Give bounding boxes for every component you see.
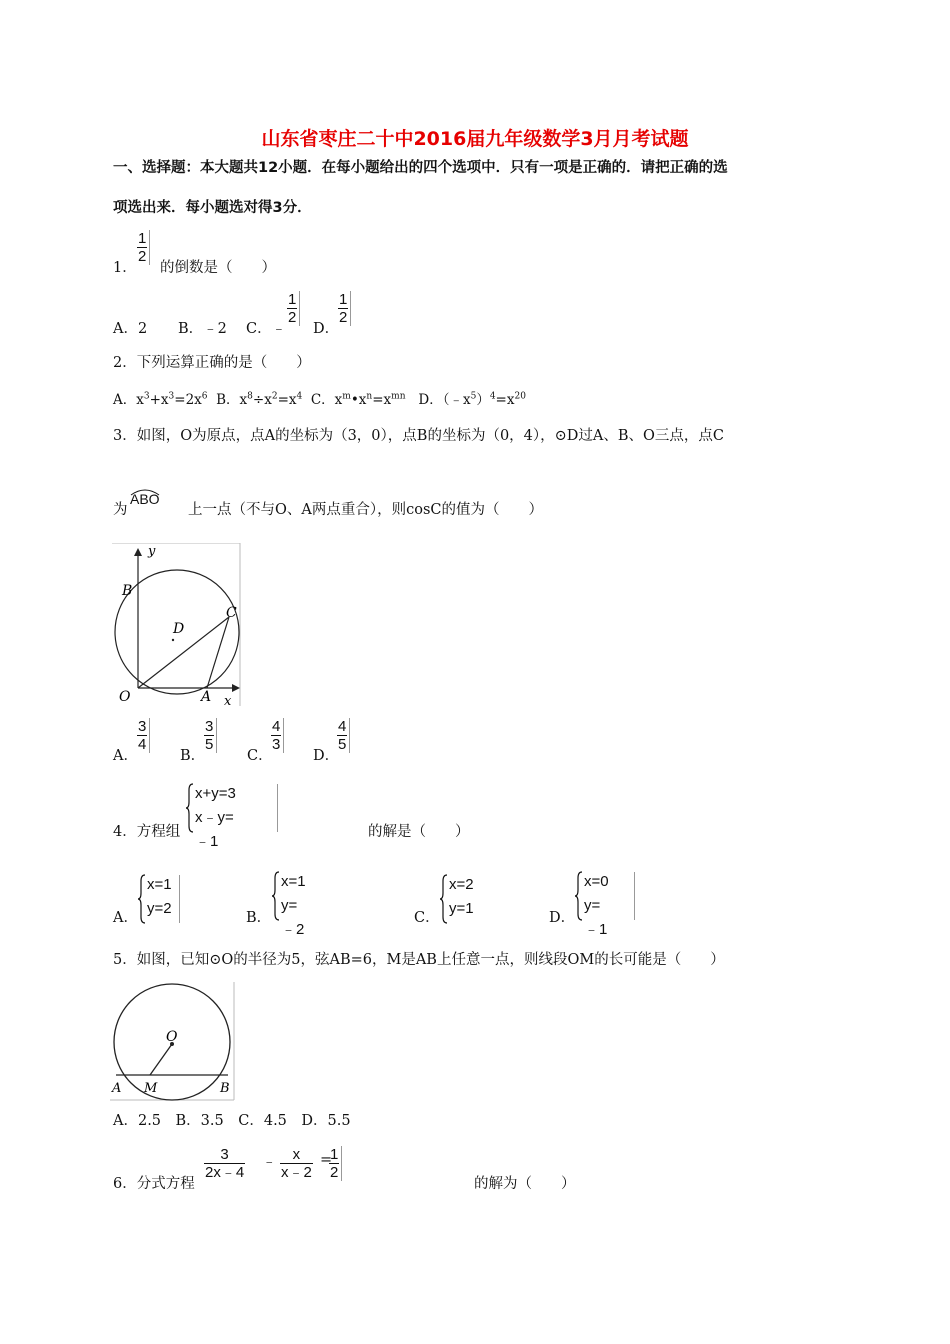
opt-line: x=2 <box>449 876 474 893</box>
q3-arc-label <box>130 491 160 507</box>
document-title: 山东省枣庄二十中2016届九年级数学3月月考试题 <box>261 128 689 150</box>
q4-option-c: C． <box>414 910 440 926</box>
q3-option-a: A． <box>113 748 138 764</box>
frac-den: 5 <box>205 736 214 753</box>
opt-line: y=1 <box>449 900 474 917</box>
q3-question-prefix: 为 <box>113 502 128 518</box>
label-y: y <box>148 544 156 559</box>
arc-label-text: ABO <box>130 491 160 507</box>
q1-number: 1． <box>113 260 137 276</box>
frac-num: 3 <box>205 718 214 735</box>
exp: 2 <box>271 391 278 402</box>
section-heading-line2: 项选出来．每小题选对得3分． <box>113 200 312 216</box>
q6-minus: ﹣ <box>262 1154 277 1170</box>
q4-eq1: x+y=3 <box>195 785 236 802</box>
label-o: O <box>166 1029 178 1045</box>
q3-figure <box>112 543 242 708</box>
t: ） <box>476 392 490 408</box>
frac-num: 4 <box>338 718 347 735</box>
frac-den: 3 <box>272 736 281 753</box>
q4-option-a: A． <box>113 910 138 926</box>
opt-line: y=﹣1 <box>584 897 608 938</box>
frac-num: 1 <box>288 291 297 308</box>
label-c: C <box>226 605 237 621</box>
exp: 4 <box>296 391 303 402</box>
y-axis-arrow-icon <box>134 548 142 556</box>
arc-symbol-icon <box>130 488 160 496</box>
q1-option-c-fraction <box>287 291 300 326</box>
q3-option-c: C． <box>247 748 273 764</box>
label-m: M <box>144 1081 158 1096</box>
q6-fraction-2 <box>280 1146 313 1181</box>
q2-option-b <box>212 392 302 408</box>
frac-num: 1 <box>330 1146 339 1163</box>
exp: n <box>366 391 373 402</box>
exp: 5 <box>470 391 477 402</box>
q6-equals: = <box>320 1152 333 1168</box>
q6-suffix: 的解为（ ） <box>474 1176 576 1192</box>
t: D．（﹣x <box>418 392 471 408</box>
q4-eq2: x﹣y=﹣1 <box>195 809 234 850</box>
q1-frac-den: 2 <box>138 248 147 265</box>
t: A．x <box>113 392 144 408</box>
label-b: B <box>122 583 133 599</box>
frac-den: 4 <box>138 736 147 753</box>
q3-question-suffix: 上一点（不与O、A两点重合），则cosC的值为（ ） <box>188 502 543 518</box>
exp: 3 <box>143 391 150 402</box>
t: =x <box>495 392 515 408</box>
exp: 3 <box>168 391 175 402</box>
q4-option-b: B． <box>246 910 272 926</box>
label-o: O <box>119 689 131 705</box>
t: =x <box>277 392 297 408</box>
q2-option-c <box>307 392 406 408</box>
frac-den: 2 <box>330 1164 339 1181</box>
frac-num: x <box>292 1146 301 1163</box>
q1-option-b: B．﹣2 <box>178 321 227 337</box>
q6-prefix: 6．分式方程 <box>113 1176 195 1192</box>
label-b: B <box>220 1081 230 1096</box>
brace-icon <box>574 870 584 922</box>
center-point <box>172 639 174 641</box>
frac-den: 2x﹣4 <box>205 1164 245 1181</box>
q6-fraction-3 <box>329 1146 342 1181</box>
exp: 4 <box>489 391 496 402</box>
t: •x <box>350 392 367 408</box>
q2-options <box>113 388 526 408</box>
x-axis-arrow-icon <box>232 684 240 692</box>
segment-ac <box>207 617 229 688</box>
t: =2x <box>174 392 202 408</box>
q1-option-d-fraction <box>338 291 351 326</box>
opt-line: x=0 <box>584 873 609 890</box>
q3-option-b-fraction <box>204 718 217 753</box>
t: ÷x <box>252 392 272 408</box>
label-x: x <box>224 694 232 708</box>
opt-line: y=2 <box>147 900 172 917</box>
q1-question: 的倒数是（ ） <box>160 260 276 276</box>
q4-suffix: 的解是（ ） <box>368 824 470 840</box>
exp: mn <box>391 391 406 402</box>
q1-option-d: D． <box>313 321 340 337</box>
exp: m <box>342 391 351 402</box>
q3-option-d: D． <box>313 748 340 764</box>
q5-options: A．2.5 B．3.5 C．4.5 D．5.5 <box>113 1113 351 1129</box>
label-a: A <box>201 689 212 705</box>
q1-frac-num: 1 <box>138 230 147 247</box>
brace-icon <box>185 782 195 834</box>
frac-num: 1 <box>339 291 348 308</box>
t: =x <box>372 392 392 408</box>
opt-line: y=﹣2 <box>281 897 305 938</box>
q1-option-c: C．﹣ <box>246 321 287 337</box>
t: C．x <box>310 392 343 408</box>
q3-option-a-fraction <box>137 718 150 753</box>
q3-option-d-fraction <box>337 718 350 753</box>
brace-icon <box>271 870 281 922</box>
q3-option-b: B． <box>180 748 206 764</box>
frac-num: 4 <box>272 718 281 735</box>
q2-question: 2．下列运算正确的是（ ） <box>113 355 311 371</box>
frac-den: x﹣2 <box>281 1164 312 1181</box>
q1-option-a: A．2 <box>113 321 148 337</box>
frac-den: 2 <box>339 309 348 326</box>
exp: 20 <box>514 391 526 402</box>
segment-om <box>150 1044 172 1075</box>
section-heading-line1: 一、选择题：本大题共12小题．在每小题给出的四个选项中．只有一项是正确的．请把正确的选 <box>113 160 728 176</box>
q6-fraction-1 <box>204 1146 245 1181</box>
q5-question: 5．如图，已知⊙O的半径为5，弦AB=6，M是AB上任意一点，则线段OM的长可能是（ ） <box>113 952 725 968</box>
brace-icon <box>137 873 147 925</box>
opt-line: x=1 <box>147 876 172 893</box>
q2-option-d <box>410 392 526 408</box>
t: +x <box>149 392 169 408</box>
exp: 6 <box>201 391 208 402</box>
t: B．x <box>216 392 248 408</box>
q3-option-c-fraction <box>271 718 284 753</box>
brace-icon <box>439 873 449 925</box>
frac-num: 3 <box>220 1146 229 1163</box>
label-a: A <box>112 1081 122 1096</box>
exp: 8 <box>247 391 253 402</box>
frac-den: 2 <box>288 309 297 326</box>
q3-question-line1: 3．如图，O为原点，点A的坐标为（3，0），点B的坐标为（0，4），⊙D过A、B、O三点，点C <box>113 428 725 444</box>
q2-option-a <box>113 392 208 408</box>
q4-prefix: 4．方程组 <box>113 824 181 840</box>
q1-fraction <box>137 230 150 265</box>
label-d: D <box>173 621 185 637</box>
frac-num: 3 <box>138 718 147 735</box>
q4-option-d: D． <box>549 910 576 926</box>
opt-line: x=1 <box>281 873 306 890</box>
q5-figure <box>110 982 236 1102</box>
frac-den: 5 <box>338 736 347 753</box>
